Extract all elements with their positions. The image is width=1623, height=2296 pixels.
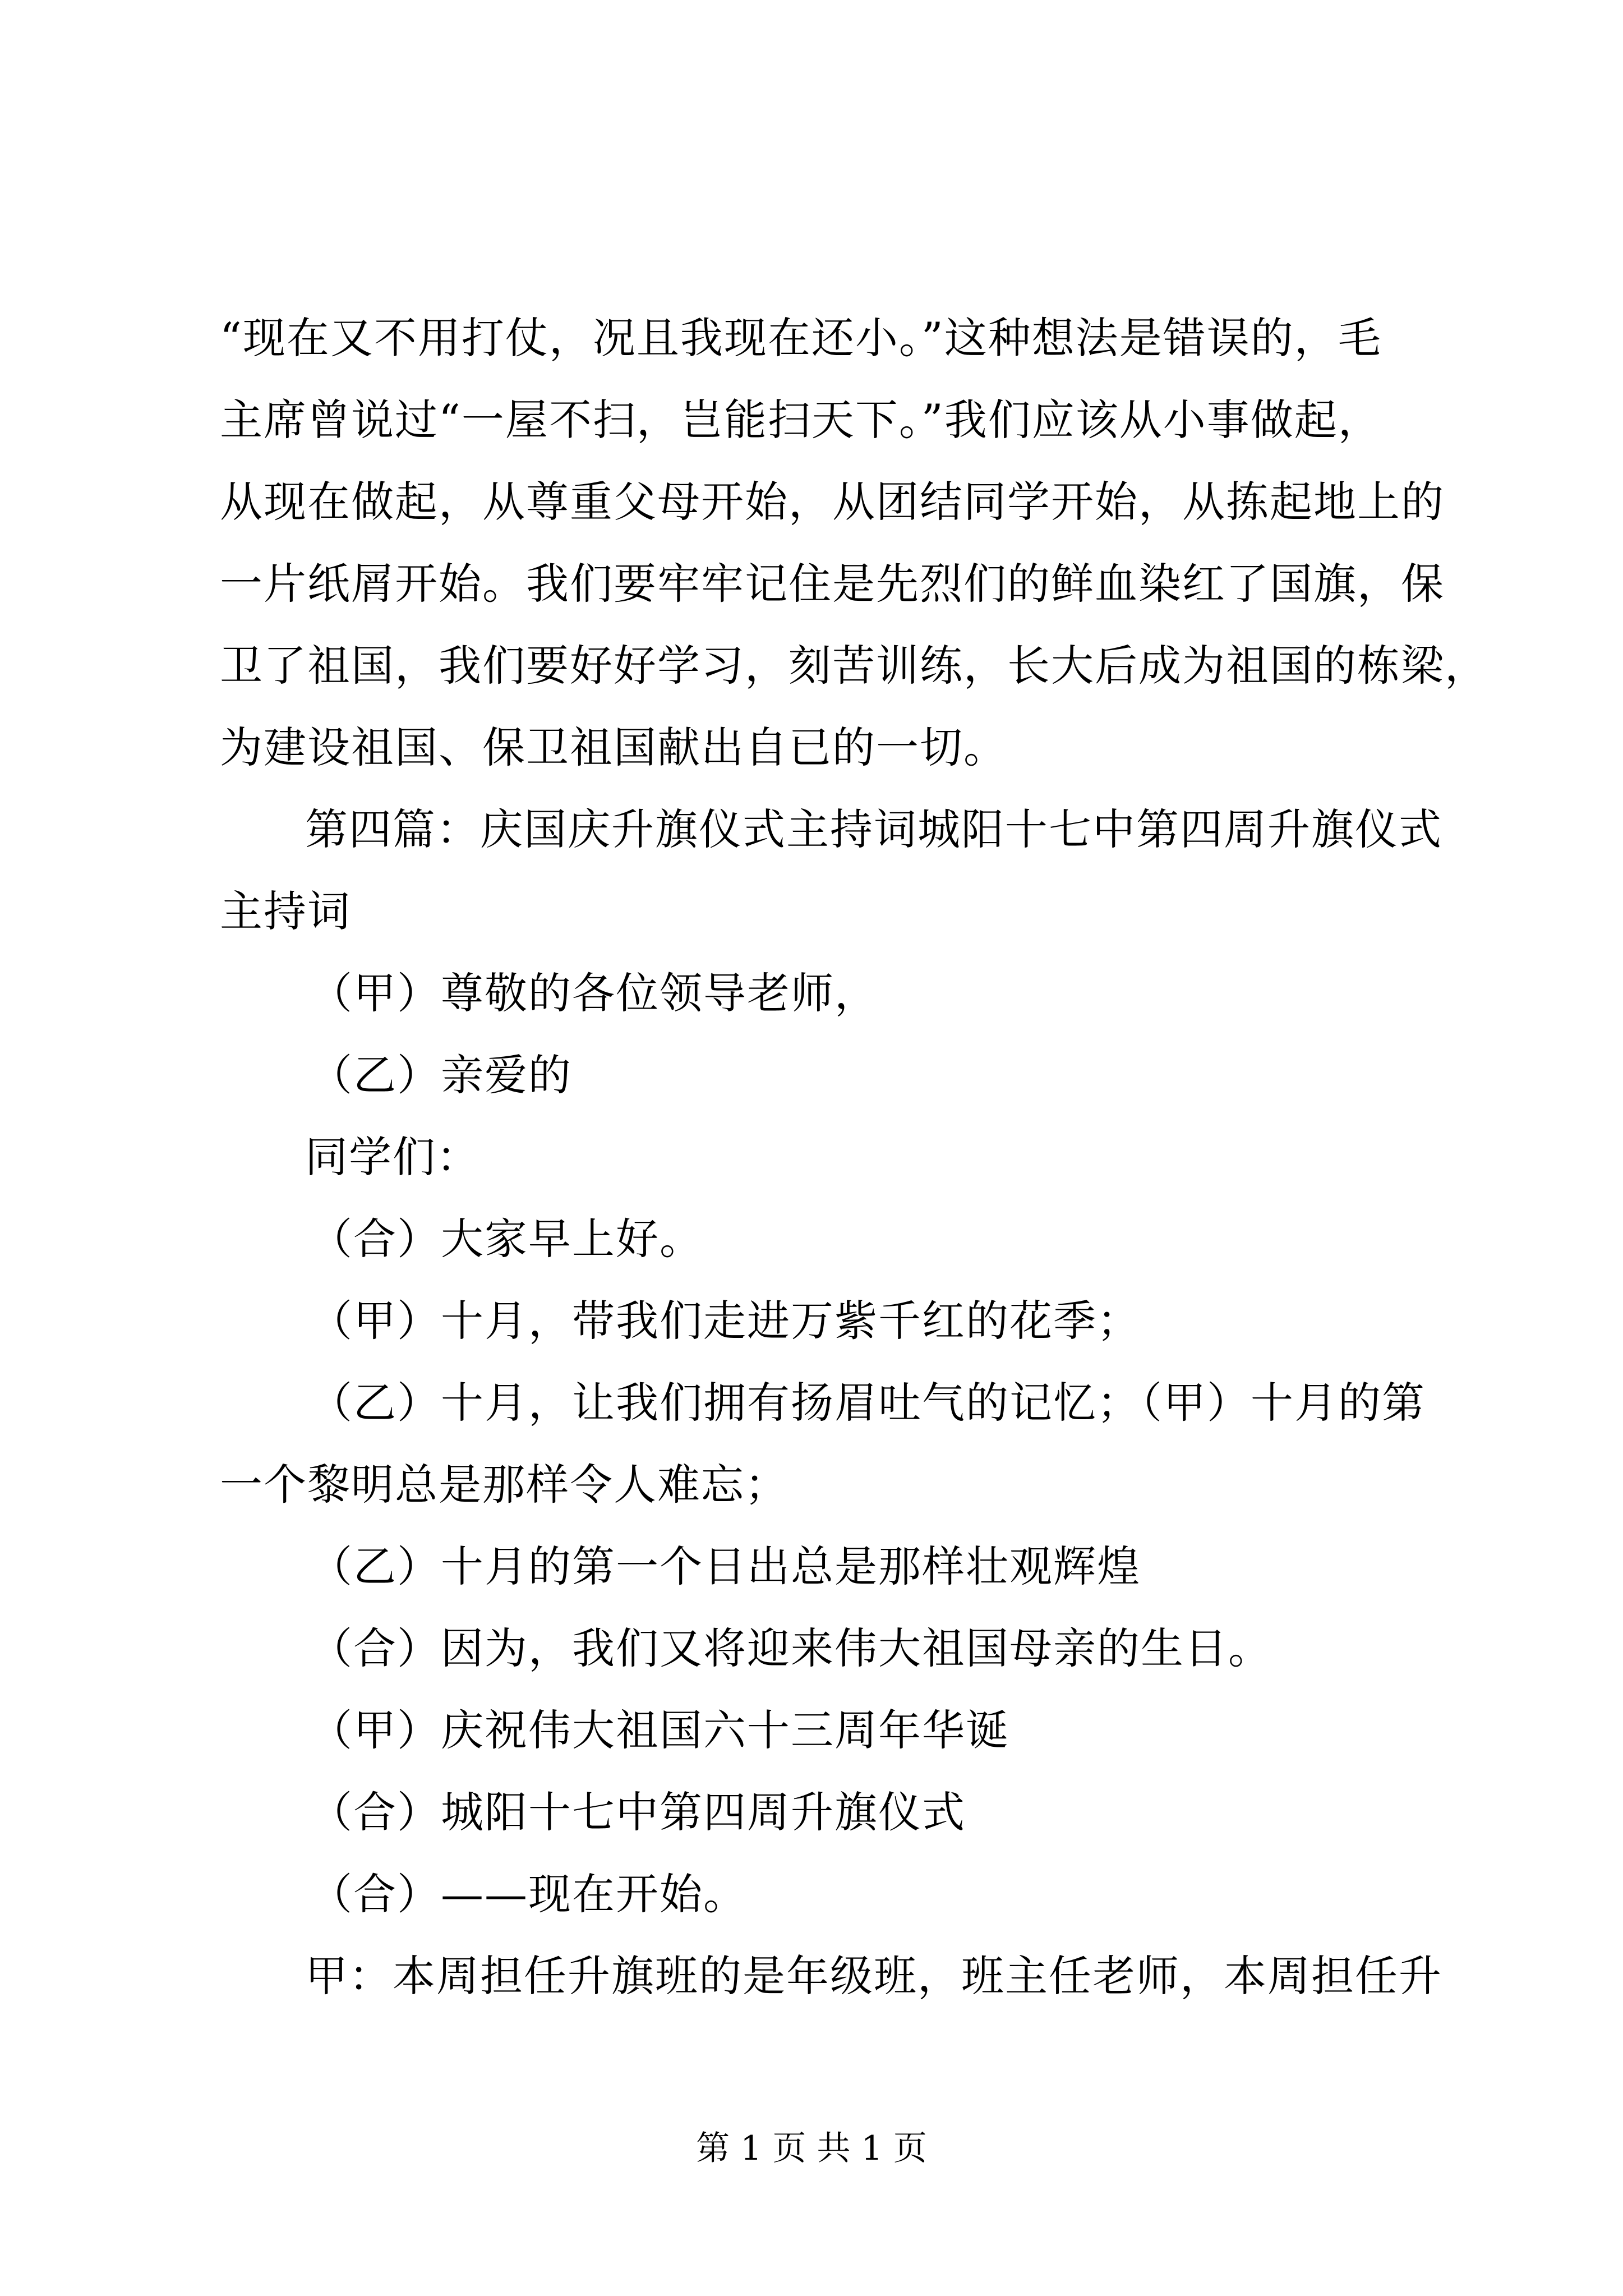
page-footer: 第 1 页 共 1 页: [696, 2129, 927, 2168]
dialogue-line: （合）大家早上好。: [310, 1214, 703, 1264]
dialogue-line: 甲：本周担任升旗班的是年级班，班主任老师，本周担任升: [305, 1951, 1442, 2001]
text-line: 一片纸屑开始。我们要牢牢记住是先烈们的鲜血染红了国旗，保: [220, 559, 1445, 609]
dialogue-line: （甲）庆祝伟大祖国六十三周年华诞: [310, 1705, 1009, 1755]
document-body: [220, 297, 1488, 2017]
text-line: “现在又不用打仗，况且我现在还小。”这种想法是错误的，毛: [220, 313, 1382, 363]
text-line: 为建设祖国、保卫祖国献出自已的一切。: [220, 723, 1007, 772]
dialogue-line: （合）——现在开始。: [310, 1869, 747, 1919]
text-line: 从现在做起，从尊重父母开始，从团结同学开始，从拣起地上的: [220, 477, 1445, 527]
dialogue-line: （合）城阳十七中第四周升旗仪式: [310, 1787, 966, 1837]
section-heading-continued: 主持词: [220, 886, 351, 936]
dialogue-line: 同学们：: [305, 1132, 480, 1182]
text-line: 主席曾说过“一屋不扫，岂能扫天下。”我们应该从小事做起，: [220, 395, 1382, 445]
section-heading: 第四篇：庆国庆升旗仪式主持词城阳十七中第四周升旗仪式: [305, 804, 1442, 854]
dialogue-line: （乙）亲爱的: [310, 1050, 572, 1100]
dialogue-line-continued: 一个黎明总是那样令人难忘；: [220, 1460, 789, 1510]
dialogue-line: （乙）十月的第一个日出总是那样壮观辉煌: [310, 1542, 1141, 1591]
text-line: 卫了祖国，我们要好好学习，刻苦训练，长大后成为祖国的栋梁，: [220, 641, 1488, 691]
dialogue-line: （甲）十月，带我们走进万紫千红的花季；: [310, 1296, 1141, 1346]
dialogue-line: （合）因为，我们又将迎来伟大祖国母亲的生日。: [310, 1623, 1272, 1673]
dialogue-line: （甲）尊敬的各位领导老师，: [310, 968, 878, 1018]
dialogue-line: （乙）十月，让我们拥有扬眉吐气的记忆；（甲）十月的第: [310, 1378, 1426, 1428]
